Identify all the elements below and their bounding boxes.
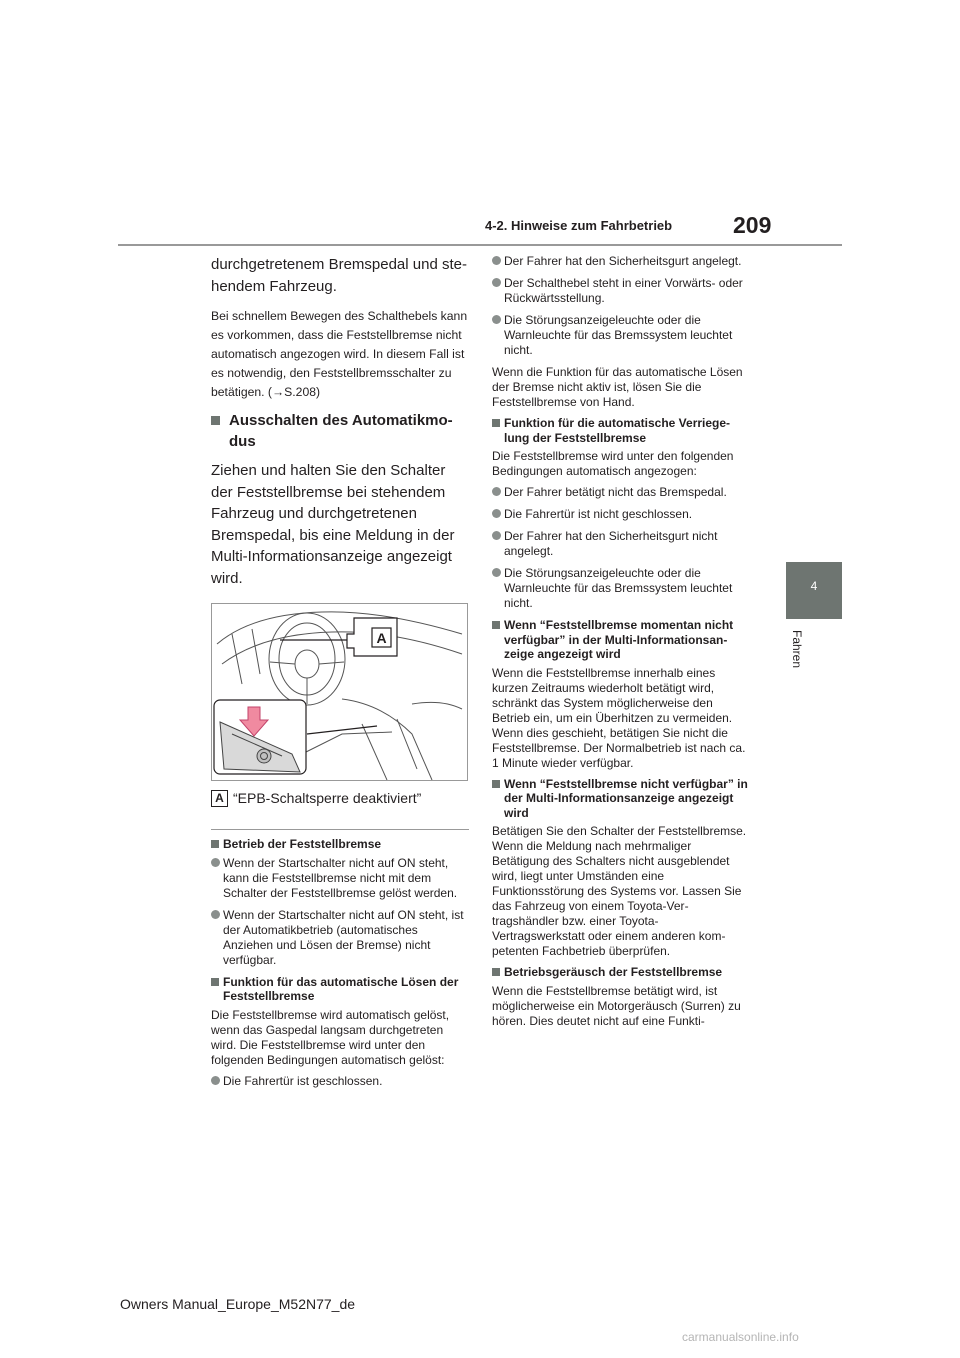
bullet-text: Die Fahrertür ist nicht geschlossen. — [504, 507, 693, 521]
left-column — [211, 254, 469, 1096]
bullet-dot-icon — [492, 256, 501, 265]
subheading-text: Wenn “Feststellbremse nicht verfügbar” in der Multi-Informationsanzeige angezeigt wird — [504, 776, 748, 820]
subheading-square-icon — [492, 621, 500, 629]
figure-caption — [211, 789, 469, 807]
subheading-square-icon — [211, 978, 219, 986]
body-text: Betätigen Sie den Schalter der Feststellbremse. Wenn die Meldung nach mehrmaliger Betätigung des Schalters nicht ausgeblendet wird, liegt unter Umständen eine Funktionsstörung des Systems vor. Lassen Sie das Fahrzeug von einem Toyota-Vertragshändler bzw. einer Toyota-Vertragswerkstatt oder einem anderen kompetenten Fachbetrieb überprüfen. — [492, 824, 747, 958]
subheading — [211, 975, 469, 1004]
bullet-item — [211, 908, 469, 968]
bullet-dot-icon — [211, 858, 220, 867]
watermark: carmanualsonline.info — [682, 1330, 799, 1344]
bullet-dot-icon — [492, 531, 501, 540]
subheading-text: Betrieb der Feststellbremse — [223, 837, 382, 851]
figure-callout-label: A — [376, 630, 387, 646]
subheading-text: Funktion für die automatische Verriegelung der Feststellbremse — [504, 416, 731, 445]
bullet-dot-icon — [211, 1076, 220, 1085]
bullet-text: Wenn der Startschalter nicht auf ON steht, ist der Automatikbetrieb (automatisches Anziehen und Lösen der Bremse) nicht verfügbar. — [223, 907, 464, 967]
subheading — [211, 837, 469, 852]
bullet-text: Der Fahrer hat den Sicherheitsgurt nicht angelegt. — [504, 529, 718, 558]
bullet-text: Die Störungsanzeigeleuchte oder die Warnleuchte für das Bremssystem leuchtet nicht. — [504, 313, 733, 357]
bullet-text: Der Fahrer hat den Sicherheitsgurt angelegt. — [504, 254, 742, 268]
body-text: Wenn die Feststellbremse innerhalb eines kurzen Zeitraums wiederholt betätigt wird, schränkt das System möglicherweise den Betrieb ein, um ein Überhitzen zu vermeiden. Wenn dies geschieht, betätigen Sie nicht die Feststellbremse. Der Normalbetrieb ist nach ca. 1 Minute wieder verfügbar. — [492, 665, 746, 770]
subheading-text: Funktion für das automatische Lösen der Feststellbremse — [223, 974, 459, 1003]
bullet-item — [492, 529, 750, 559]
bullet-dot-icon — [492, 315, 501, 324]
heading-square-icon — [211, 416, 220, 425]
bullet-text: Wenn der Startschalter nicht auf ON steht, kann die Feststellbremse nicht mit dem Schalter der Feststellbremse gelöst werden. — [223, 855, 458, 900]
section-heading-text: Ausschalten des Automatikmodus — [229, 412, 453, 450]
caption-badge: A — [211, 790, 228, 807]
bullet-dot-icon — [492, 509, 501, 518]
chapter-label-text: Fahren — [790, 630, 804, 669]
bullet-dot-icon — [492, 568, 501, 577]
subheading-square-icon — [211, 840, 219, 848]
bullet-text: Die Störungsanzeigeleuchte oder die Warnleuchte für das Bremssystem leuchtet nicht. — [504, 566, 733, 610]
section-heading — [211, 410, 469, 452]
bullet-text: Der Fahrer betätigt nicht das Bremspedal. — [504, 485, 727, 499]
bullet-item — [492, 276, 750, 306]
subheading — [492, 618, 750, 662]
intro-text: durchgetretenem Bremspedal und stehendem Fahrzeug. — [211, 256, 467, 295]
subheading-text: Betriebsgeräusch der Feststellbremse — [504, 965, 723, 979]
bullet-item — [492, 507, 750, 522]
footer-manual-name: Owners Manual_Europe_M52N77_de — [120, 1296, 356, 1312]
subheading-square-icon — [492, 419, 500, 427]
bullet-dot-icon — [492, 278, 501, 287]
bullet-item — [492, 313, 750, 358]
body-text: Wenn die Funktion für das automatische Lösen der Bremse nicht aktiv ist, lösen Sie die Feststellbremse von Hand. — [492, 365, 743, 409]
bullet-item — [492, 254, 750, 269]
bullet-text: Der Schalthebel steht in einer Vorwärts- oder Rückwärtsstellung. — [504, 276, 743, 305]
subheading — [492, 965, 750, 980]
figure-epb-switch — [211, 603, 468, 781]
subheading-square-icon — [492, 780, 500, 788]
chapter-number: 4 — [810, 579, 818, 593]
bullet-item — [492, 485, 750, 500]
bullet-dot-icon — [211, 910, 220, 919]
body-text: Wenn die Feststellbremse betätigt wird, ist möglicherweise ein Motorgeräusch (Surren) zu hören. Dies deutet nicht auf eine Funkti- — [492, 983, 741, 1028]
dashboard-illustration — [212, 604, 467, 780]
page-number: 209 — [733, 212, 772, 238]
bullet-text: Die Fahrertür ist geschlossen. — [223, 1073, 383, 1088]
section-divider — [211, 829, 469, 830]
right-column — [492, 254, 750, 1035]
bullet-item — [211, 856, 469, 901]
chapter-label — [790, 630, 802, 668]
bullet-item — [211, 1074, 469, 1089]
note-text: Bei schnellem Bewegen des Schalthebels kann es vorkommen, dass die Feststellbremse nicht automatisch angezogen wird. In diesem Fall ist es notwendig, den Feststellbremsschalter zu betätigen. (→S.208) — [211, 309, 468, 399]
body-text: Die Feststellbremse wird automatisch gelöst, wenn das Gaspedal langsam durchgetreten wird. Die Feststellbremse wird unter den folgenden Bedingungen automatisch gelöst: — [211, 1007, 450, 1067]
bullet-dot-icon — [492, 487, 501, 496]
section-title: 4-2. Hinweise zum Fahrbetrieb — [485, 218, 673, 233]
subheading — [492, 416, 750, 445]
caption-text: “EPB-Schaltsperre deaktiviert” — [233, 790, 422, 806]
instruction-text: Ziehen und halten Sie den Schalter der Feststellbremse bei stehendem Fahrzeug und durchgetretenen Bremspedal, bis eine Meldung in der Multi-Informationsanzeige angezeigt wird. — [211, 462, 455, 587]
subheading-text: Wenn “Feststellbremse momentan nicht verfügbar” in der Multi-Informationsanzeige angezeigt wird — [504, 618, 734, 661]
body-text: Die Feststellbremse wird unter den folgenden Bedingungen automatisch angezogen: — [492, 449, 734, 478]
subheading — [492, 777, 750, 821]
subheading-square-icon — [492, 968, 500, 976]
bullet-item — [492, 566, 750, 611]
header-rule — [118, 244, 842, 246]
